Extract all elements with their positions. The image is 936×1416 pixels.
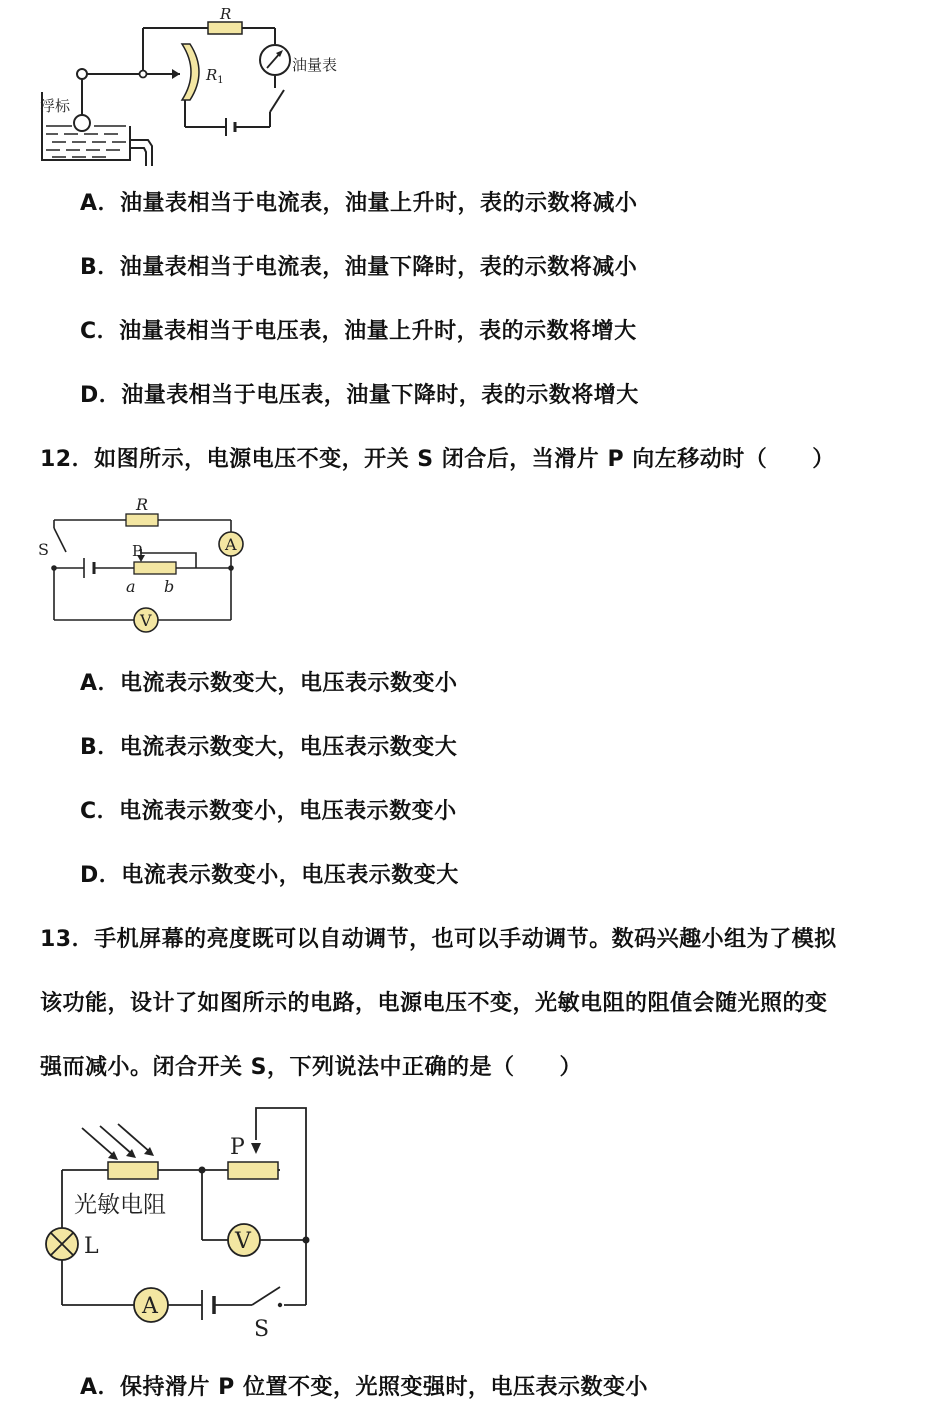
photoresistor: [108, 1162, 158, 1179]
oil-gauge-circuit: [30, 0, 360, 172]
label-float: 浮标: [40, 97, 71, 115]
label-l: L: [84, 1234, 99, 1259]
label-r: R: [220, 5, 232, 23]
q12-option-c[interactable]: C．电流表示数变小，电压表示数变小: [80, 799, 457, 824]
rheostat: [228, 1162, 278, 1179]
label-r: R: [136, 495, 149, 514]
q13-stem-line-2: 该功能，设计了如图所示的电路，电源电压不变，光敏电阻的阻值会随光照的变: [40, 991, 828, 1016]
label-oil-meter: 油量表: [292, 56, 338, 74]
resistor-r: [208, 22, 242, 34]
q12-stem: 12．如图所示，电源电压不变，开关 S 闭合后，当滑片 P 向左移动时（ ）: [40, 447, 835, 472]
q13-stem-line-1: 13．手机屏幕的亮度既可以自动调节，也可以手动调节。数码兴趣小组为了模拟: [40, 927, 837, 952]
q12-option-b[interactable]: B．电流表示数变大，电压表示数变大: [80, 735, 458, 760]
rheostat: [134, 562, 176, 574]
label-r1: $R_1$: [206, 66, 224, 86]
q11-option-a[interactable]: A．油量表相当于电流表，油量上升时，表的示数将减小: [80, 191, 638, 216]
q11-option-d[interactable]: D．油量表相当于电压表，油量下降时，表的示数将增大: [80, 383, 639, 408]
float-icon: [74, 115, 90, 131]
q12-option-a[interactable]: A．电流表示数变大，电压表示数变小: [80, 671, 458, 696]
resistor-r: [126, 514, 158, 526]
q13-stem-line-3: 强而减小。闭合开关 S，下列说法中正确的是（ ）: [40, 1055, 583, 1080]
label-p: P: [230, 1135, 245, 1160]
q12-circuit: [36, 492, 256, 637]
q12-option-d[interactable]: D．电流表示数变小，电压表示数变大: [80, 863, 459, 888]
label-v-meter: V: [140, 611, 152, 630]
label-a-meter: A: [225, 535, 237, 554]
label-v: V: [235, 1229, 251, 1254]
q13-circuit: [30, 1100, 330, 1345]
label-s: S: [38, 540, 49, 559]
q13-option-a[interactable]: A．保持滑片 P 位置不变，光照变强时，电压表示数变小: [80, 1375, 648, 1400]
label-s: S: [254, 1317, 270, 1342]
label-b-end: b: [164, 577, 175, 596]
q11-option-c[interactable]: C．油量表相当于电压表，油量上升时，表的示数将增大: [80, 319, 637, 344]
rheostat-r1: [182, 44, 199, 100]
label-p: P: [132, 542, 143, 560]
label-a: A: [142, 1294, 158, 1319]
q11-option-b[interactable]: B．油量表相当于电流表，油量下降时，表的示数将减小: [80, 255, 638, 280]
label-photoresistor: 光敏电阻: [74, 1192, 166, 1218]
label-a-end: a: [126, 577, 136, 596]
